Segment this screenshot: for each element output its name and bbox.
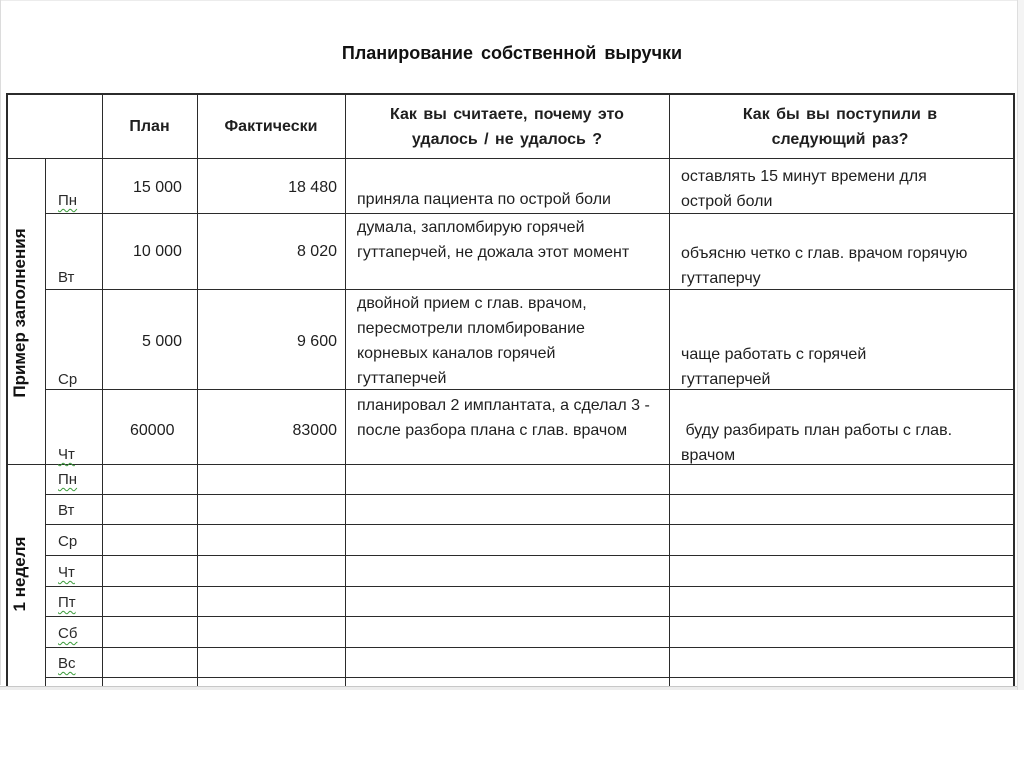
week-day-fri: Пт xyxy=(58,594,76,611)
example-why-wed: двойной прием с глав. врачом, пересмотрели пломбирование корневых каналов горячей гуттаперчей xyxy=(357,295,587,387)
week-row-line-2 xyxy=(45,524,1015,525)
page-title: Планирование собственной выручки xyxy=(341,43,683,63)
example-next-mon: оставлять 15 минут времени для острой боли xyxy=(681,168,927,210)
week-row-line-4 xyxy=(45,586,1015,587)
example-actual-mon: 18 480 xyxy=(288,179,337,196)
table-border-top xyxy=(6,93,1015,95)
week-row-line-6 xyxy=(45,647,1015,648)
header-actual: Фактически xyxy=(224,118,318,135)
example-day-thu: Чт xyxy=(58,446,75,463)
week-day-tue: Вт xyxy=(58,502,75,519)
example-plan-tue: 10 000 xyxy=(133,243,182,260)
example-plan-mon: 15 000 xyxy=(133,179,182,196)
header-plan: План xyxy=(129,118,170,135)
week-row-line-5 xyxy=(45,616,1015,617)
example-day-mon: Пн xyxy=(58,192,78,209)
example-day-wed: Ср xyxy=(58,371,78,388)
example-why-mon: приняла пациента по острой боли xyxy=(357,191,611,208)
week-day-mon: Пн xyxy=(58,471,78,488)
week-day-thu: Чт xyxy=(58,564,75,581)
example-actual-thu: 83000 xyxy=(292,422,337,439)
week-row-line-1 xyxy=(45,494,1015,495)
example-why-tue: думала, запломбирую горячей гуттаперчей, не дожала этот момент xyxy=(357,219,630,261)
example-plan-wed: 5 000 xyxy=(142,333,183,350)
example-actual-tue: 8 020 xyxy=(296,243,337,260)
example-day-tue: Вт xyxy=(58,269,75,286)
week-day-sun: Вс xyxy=(58,655,76,672)
week-day-wed: Ср xyxy=(58,533,78,550)
header-why: Как вы считаете, почему это удалось / не удалось ? xyxy=(390,106,624,148)
week-row-line-3 xyxy=(45,555,1015,556)
example-actual-wed: 9 600 xyxy=(296,333,337,350)
group-label-example: Пример заполнения xyxy=(10,228,29,398)
week-row-line-7 xyxy=(45,677,1015,678)
header-bottom-line xyxy=(6,158,1015,159)
week-day-sat: Сб xyxy=(58,625,78,642)
example-next-wed: чаще работать с горячей гуттаперчей xyxy=(681,346,867,388)
example-next-tue: объясню четко с глав. врачом горячую гуттаперчу xyxy=(681,245,968,287)
header-next: Как бы вы поступили в следующий раз? xyxy=(742,106,938,148)
group-label-week1: 1 неделя xyxy=(10,536,29,612)
example-plan-thu: 60000 xyxy=(130,422,175,439)
col-divider-day xyxy=(45,158,46,686)
example-why-thu: планировал 2 имплантата, а сделал 3 - после разбора плана с глав. врачом xyxy=(357,397,650,439)
example-next-thu: буду разбирать план работы с глав. врачом xyxy=(681,422,957,464)
